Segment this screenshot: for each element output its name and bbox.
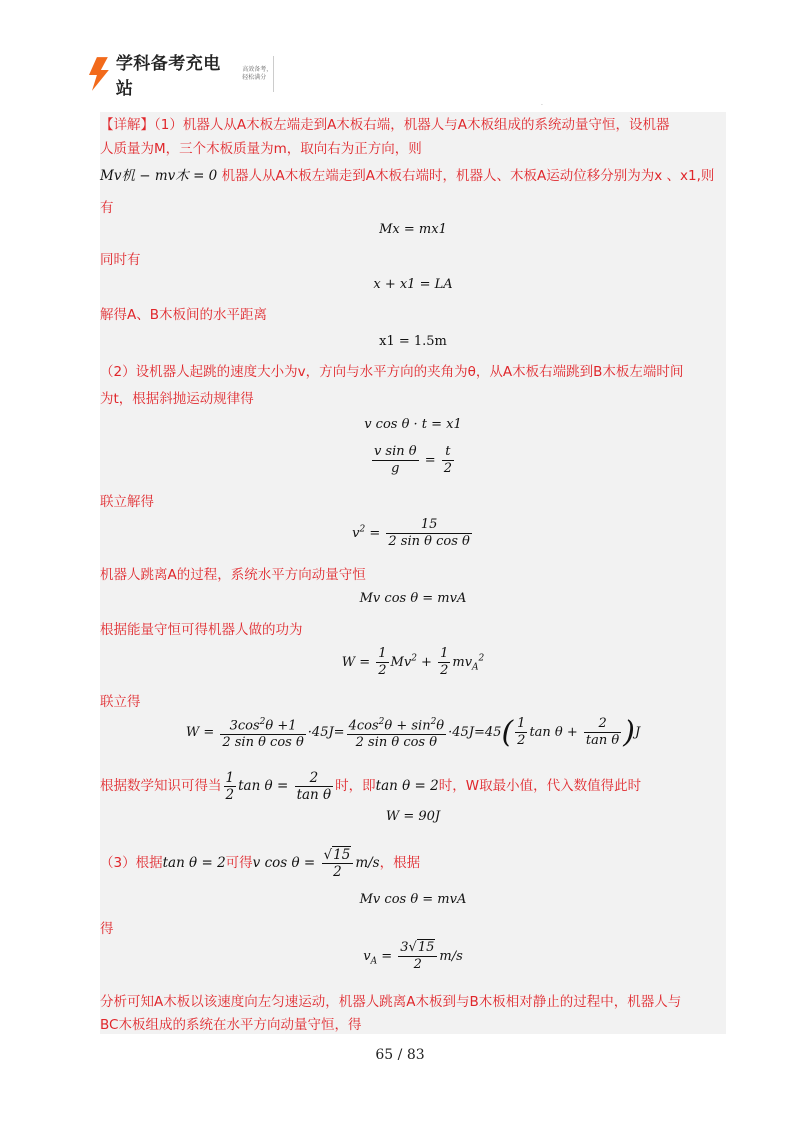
line-1-text: （1）机器人从A木板左端走到A木板右端，机器人与A木板组成的系统动量守恒，设机器 <box>154 117 670 133</box>
equation-vA: $v_A$ = $\frac{3√15}{2}$ m/s <box>363 940 463 972</box>
equation-5: $\frac{\text{v sin θ}}{g}$ = $\frac{t}{2}$ <box>373 444 453 476</box>
solution-tag: 【详解】 <box>100 117 154 133</box>
equation-9: W = 90J <box>385 809 441 824</box>
line-5: 同时有 <box>100 252 141 268</box>
line-15: 得 <box>100 921 114 937</box>
momentum-equation: Mv机 − mv木 = 0 <box>100 168 218 184</box>
equation-3: x1 = 1.5m <box>379 334 447 349</box>
line-3-text: 机器人从A木板左端走到A木板右端时，机器人、木板A运动位移分别为为x 、x1,则 <box>221 168 715 184</box>
site-header <box>88 52 278 99</box>
equation-2: x + x1 = LA <box>373 277 453 292</box>
equation-1: Mx = mx1 <box>379 222 447 237</box>
line-13-text-a: 根据数学知识可得当 <box>100 778 222 794</box>
line-3 <box>100 166 714 186</box>
line-4: 有 <box>100 200 114 216</box>
line-17: BC木板组成的系统在水平方向动量守恒，得 <box>100 1017 362 1033</box>
equation-velocity-squared: $v^2$ = $\frac{15}{\text{2 sin θ cos θ}}$ <box>352 517 470 549</box>
line-14-text-a: （3）根据 <box>100 855 163 871</box>
line-11: 根据能量守恒可得机器人做的功为 <box>100 622 303 638</box>
line-9: 联立解得 <box>100 494 154 510</box>
site-tagline: 高效备考，轻松满分 <box>242 66 273 81</box>
header-divider <box>273 56 274 92</box>
page-number <box>0 1047 800 1063</box>
line-2: 人质量为M，三个木板质量为m，取向右为正方向，则 <box>100 141 422 157</box>
page-separator: / <box>397 1047 403 1063</box>
line-1 <box>100 115 670 135</box>
current-page: 65 <box>375 1047 394 1063</box>
line-6: 解得A、B木板间的水平距离 <box>100 307 267 323</box>
line-13 <box>100 770 641 803</box>
line-7: （2）设机器人起跳的速度大小为v，方向与水平方向的夹角为θ，从A木板右端跳到B木板左端时间 <box>100 364 684 380</box>
tan-given: tan θ = 2 <box>162 855 226 871</box>
line-14-text-c: 可得 <box>225 855 253 871</box>
line-14 <box>100 847 420 880</box>
line-13-text-b: 时，即 <box>335 778 376 794</box>
solution-content <box>100 112 726 1034</box>
line-14-text-d: ，根据 <box>379 855 421 871</box>
line-13-text-d: 时，W取最小值，代入数值得此时 <box>438 778 642 794</box>
line-16: 分析可知A木板以该速度向左匀速运动，机器人跳离A木板到与B木板相对静止的过程中，机器人与 <box>100 994 682 1010</box>
equation-6: Mv cos θ = mvA <box>359 591 467 606</box>
line-10: 机器人跳离A的过程，系统水平方向动量守恒 <box>100 567 366 583</box>
line-12: 联立得 <box>100 694 141 710</box>
tan-value: tan θ = 2 <box>375 778 439 794</box>
site-name: 学科备考充电站 <box>115 54 221 99</box>
total-pages: 83 <box>406 1047 425 1063</box>
v-cos-value: v cos θ = $\frac{√15}{2}$ m/s <box>252 847 380 880</box>
equation-4: v cos θ · t = x1 <box>364 417 462 432</box>
lightning-bolt-icon <box>88 57 110 91</box>
tan-condition: $\frac{1}{2}$ tan θ = $\frac{2}{\text{tan θ}}$ <box>225 770 332 803</box>
line-8: 为t，根据斜抛运动规律得 <box>100 391 254 407</box>
speck: . <box>541 100 543 107</box>
equation-work-expanded: W = $\frac{3\cos^2\theta +1}{\text{2 sin θ cos θ}}$ ·45J= $\frac{4\cos^2\theta + \sin^2\theta}{\text{2 sin θ cos θ}}$ ·45J=45( $\frac{1}{2}$ tan θ + $\frac{2}{\text{tan θ}}$ )J <box>185 715 641 751</box>
equation-work: W = $\frac{1}{2}$ $Mv^2$ + $\frac{1}{2}$ $mv_A^2$ <box>341 646 485 678</box>
equation-10: Mv cos θ = mvA <box>359 892 467 907</box>
